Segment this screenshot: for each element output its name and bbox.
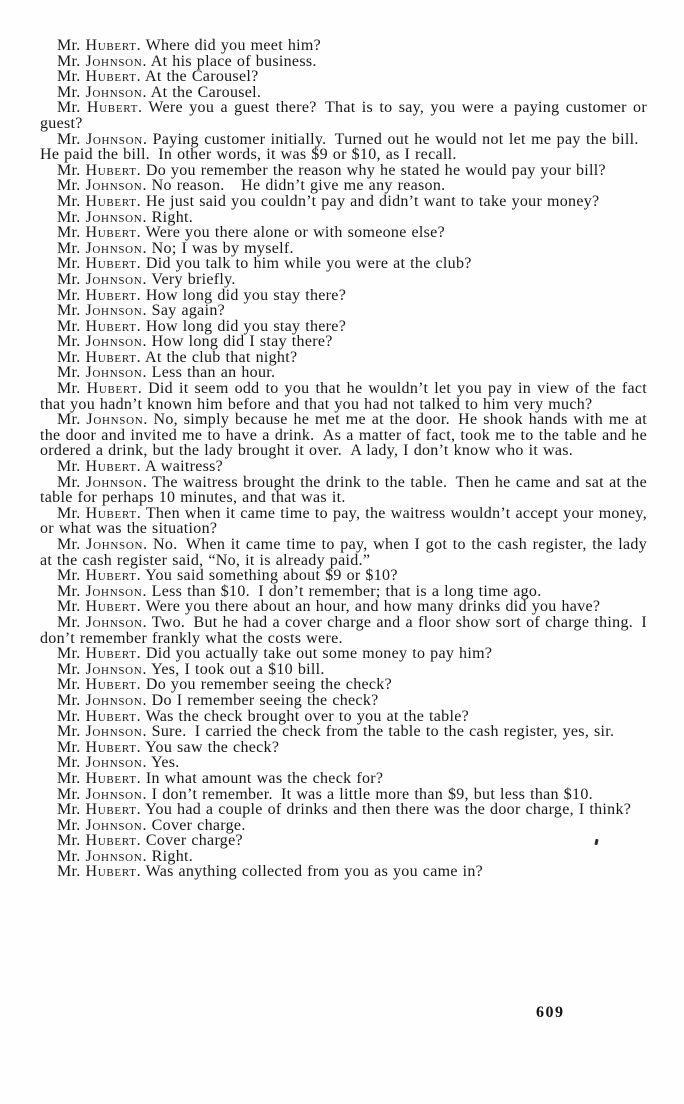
speaker-prefix: Mr. (57, 473, 81, 491)
dialogue-text: Were you there alone or with someone else? (145, 224, 445, 242)
speaker-surname: Johnson (85, 613, 143, 631)
dialogue-paragraph (40, 319, 647, 335)
speaker-surname: Hubert (85, 567, 137, 585)
speaker-surname: Hubert (85, 598, 137, 616)
dialogue-text: Less than $10. I don’t remember; that is a long time ago. (151, 582, 542, 600)
speaker-prefix: Mr. (57, 224, 81, 242)
dialogue-paragraph (40, 537, 647, 568)
dialogue-text: The waitress brought the drink to the table. Then he came and sat at the table for perhaps 10 minutes, and that was it. (40, 473, 647, 507)
dialogue-text: He just said you couldn’t pay and didn’t want to take your money? (145, 192, 600, 210)
speaker-surname: Hubert (85, 707, 137, 725)
speaker-prefix: Mr. (57, 816, 81, 834)
dialogue-text: Very briefly. (151, 270, 236, 288)
speaker-name: Mr. Johnson. (57, 364, 147, 382)
speaker-prefix: Mr. (57, 458, 81, 476)
dialogue-paragraph (40, 599, 647, 615)
speaker-surname: Hubert (85, 68, 137, 86)
dialogue-paragraph (40, 210, 647, 226)
dialogue-paragraph (40, 755, 647, 771)
dialogue-paragraph (40, 194, 647, 210)
speaker-surname: Hubert (85, 676, 137, 694)
dialogue-text: Say again? (151, 302, 226, 320)
dialogue-text: Then when it came time to pay, the waitress wouldn’t accept your money, or what was the situation? (40, 504, 647, 538)
speaker-surname: Johnson (85, 239, 143, 257)
speaker-name: Mr. Johnson. (57, 536, 148, 553)
speaker-prefix: Mr. (57, 691, 81, 709)
speaker-name: Mr. Hubert. (57, 224, 141, 242)
speaker-name: Mr. Hubert. (57, 567, 141, 585)
dialogue-text: Were you a guest there? That is to say, you were a paying customer or guest? (40, 99, 647, 132)
speaker-surname: Johnson (85, 785, 143, 803)
speaker-name: Mr. Hubert. (57, 676, 141, 694)
dialogue-paragraph (40, 381, 647, 412)
speaker-surname: Johnson (85, 177, 143, 195)
dialogue-paragraph (40, 802, 647, 818)
dialogue-text: You had a couple of drinks and then there was the door charge, I think? (145, 801, 632, 819)
speaker-surname: Hubert (85, 255, 137, 273)
dialogue-paragraph (40, 256, 647, 272)
speaker-name: Mr. Johnson. (57, 83, 147, 101)
speaker-prefix: Mr. (57, 504, 81, 522)
dialogue-text: Two. But he had a cover charge and a floor show sort of charge thing. I don’t remember frankly what the costs were. (40, 613, 647, 647)
speaker-prefix: Mr. (57, 208, 81, 226)
dialogue-paragraph (40, 709, 647, 725)
speaker-prefix: Mr. (57, 333, 81, 351)
speaker-prefix: Mr. (57, 847, 81, 865)
dialogue-paragraph (40, 334, 647, 350)
speaker-name: Mr. Hubert. (57, 769, 141, 787)
speaker-prefix: Mr. (57, 598, 81, 616)
speaker-name: Mr. Hubert. (57, 286, 141, 304)
speaker-name: Mr. Hubert. (57, 738, 141, 756)
dialogue-text: Where did you meet him? (145, 37, 322, 54)
speaker-prefix: Mr. (57, 769, 81, 787)
speaker-surname: Johnson (85, 83, 143, 101)
speaker-name: Mr. Hubert. (57, 458, 141, 476)
speaker-prefix: Mr. (57, 707, 81, 725)
speaker-surname: Hubert (85, 161, 137, 179)
page-number: 609 (536, 1004, 565, 1021)
dialogue-text: Yes, I took out a $10 bill. (151, 660, 325, 678)
dialogue-text: Do you remember seeing the check? (145, 676, 392, 694)
speaker-prefix: Mr. (57, 801, 81, 819)
dialogue-text: No, simply because he met me at the door. He shook hands with me at the door and invited me to have a drink. As a matter of fact, took me to the table and he ordered a drink, but the lady brought it over. A lady, I don’t know who it was. (40, 411, 647, 460)
speaker-prefix: Mr. (57, 582, 81, 600)
speaker-prefix: Mr. (57, 738, 81, 756)
dialogue-text: A waitress? (144, 458, 224, 476)
speaker-surname: Johnson (85, 364, 143, 382)
dialogue-text: Right. (151, 208, 194, 226)
speaker-name: Mr. Johnson. (57, 239, 147, 257)
dialogue-paragraph (40, 178, 647, 194)
dialogue-paragraph (40, 132, 647, 163)
dialogue-text: At the Carousel? (144, 68, 259, 86)
speaker-surname: Johnson (85, 333, 143, 351)
speaker-name: Mr. Hubert. (57, 255, 141, 273)
speaker-prefix: Mr. (57, 380, 81, 398)
dialogue-text: Were you there about an hour, and how many drinks did you have? (145, 598, 601, 616)
speaker-prefix: Mr. (57, 270, 81, 288)
speaker-surname: Hubert (85, 458, 137, 476)
speaker-surname: Johnson (85, 582, 143, 600)
speaker-surname: Hubert (85, 286, 137, 304)
speaker-prefix: Mr. (57, 832, 81, 850)
transcript-body (40, 38, 647, 880)
dialogue-text: Do I remember seeing the check? (151, 691, 379, 709)
speaker-prefix: Mr. (57, 239, 81, 257)
speaker-name: Mr. Johnson. (57, 754, 147, 772)
speaker-name: Mr. Johnson. (57, 660, 147, 678)
speaker-name: Mr. Hubert. (57, 192, 141, 210)
speaker-prefix: Mr. (57, 83, 81, 101)
speaker-name: Mr. Hubert. (57, 863, 141, 881)
speaker-prefix: Mr. (57, 255, 81, 273)
dialogue-text: No reason. He didn’t give me any reason. (151, 177, 446, 195)
speaker-surname: Johnson (86, 536, 144, 553)
dialogue-text: No; I was by myself. (151, 239, 294, 257)
dialogue-paragraph (40, 584, 647, 600)
dialogue-paragraph (40, 849, 647, 865)
speaker-surname: Hubert (85, 645, 137, 663)
dialogue-paragraph (40, 615, 647, 646)
speaker-prefix: Mr. (57, 536, 81, 553)
dialogue-paragraph (40, 646, 647, 662)
speaker-surname: Johnson (85, 723, 143, 741)
speaker-prefix: Mr. (57, 130, 81, 148)
speaker-surname: Hubert (85, 348, 137, 366)
dialogue-text: At the Carousel. (150, 83, 262, 101)
dialogue-text: At the club that night? (144, 348, 298, 366)
dialogue-paragraph (40, 225, 647, 241)
speaker-prefix: Mr. (57, 863, 81, 881)
speaker-name: Mr. Johnson. (57, 270, 147, 288)
speaker-name: Mr. Johnson. (57, 52, 147, 70)
dialogue-text: You saw the check? (145, 738, 280, 756)
speaker-surname: Hubert (85, 801, 137, 819)
dialogue-text: In what amount was the check for? (145, 769, 384, 787)
speaker-prefix: Mr. (57, 660, 81, 678)
speaker-name: Mr. Hubert. (57, 348, 141, 366)
dialogue-paragraph (40, 475, 647, 506)
speaker-name: Mr. Hubert. (57, 317, 141, 335)
speaker-name: Mr. Hubert. (57, 645, 141, 663)
dialogue-paragraph (40, 864, 647, 880)
speaker-surname: Johnson (85, 208, 143, 226)
speaker-surname: Hubert (85, 832, 137, 850)
dialogue-text: Was the check brought over to you at the table? (145, 707, 470, 725)
speaker-surname: Johnson (85, 847, 143, 865)
speaker-name: Mr. Johnson. (57, 130, 148, 148)
dialogue-text: Did you actually take out some money to pay him? (145, 645, 493, 663)
speaker-surname: Johnson (86, 411, 144, 429)
dialogue-text: At his place of business. (150, 52, 317, 70)
speaker-prefix: Mr. (57, 411, 81, 429)
speaker-surname: Johnson (85, 302, 143, 320)
speaker-prefix: Mr. (57, 645, 81, 663)
dialogue-paragraph (40, 740, 647, 756)
speaker-prefix: Mr. (57, 52, 81, 70)
speaker-name: Mr. Johnson. (57, 613, 147, 631)
dialogue-text: Cover charge? (145, 832, 243, 850)
speaker-prefix: Mr. (57, 68, 81, 86)
dialogue-paragraph (40, 272, 647, 288)
speaker-name: Mr. Hubert. (57, 598, 141, 616)
dialogue-text: Did you talk to him while you were at the club? (145, 255, 472, 273)
speaker-surname: Hubert (85, 317, 137, 335)
dialogue-paragraph (40, 100, 647, 131)
dialogue-text: How long did you stay there? (145, 317, 347, 335)
speaker-prefix: Mr. (57, 161, 81, 179)
dialogue-text: Paying customer initially. Turned out he would not let me pay the bill. He paid the bill. In other words, it was $9 or $10, as I recall. (40, 130, 647, 164)
dialogue-text: Right. (151, 847, 194, 865)
speaker-surname: Johnson (85, 754, 143, 772)
speaker-surname: Johnson (85, 473, 143, 491)
speaker-name: Mr. Johnson. (57, 847, 147, 865)
dialogue-paragraph (40, 412, 647, 459)
speaker-surname: Johnson (85, 691, 143, 709)
dialogue-paragraph (40, 818, 647, 834)
dialogue-text: Cover charge. (151, 816, 246, 834)
dialogue-text: Was anything collected from you as you came in? (145, 863, 484, 881)
dialogue-text: Did it seem odd to you that he wouldn’t let you pay in view of the fact that you hadn’t known him before and that you had not talked to him very much? (40, 380, 647, 413)
speaker-surname: Hubert (85, 738, 137, 756)
speaker-name: Mr. Hubert. (57, 99, 143, 117)
speaker-name: Mr. Hubert. (57, 161, 141, 179)
dialogue-text: Do you remember the reason why he stated he would pay your bill? (145, 161, 606, 179)
dialogue-paragraph (40, 506, 647, 537)
speaker-prefix: Mr. (57, 785, 81, 803)
speaker-name: Mr. Johnson. (57, 582, 147, 600)
dialogue-paragraph (40, 350, 647, 366)
speaker-prefix: Mr. (57, 723, 81, 741)
speaker-name: Mr. Johnson. (57, 723, 147, 741)
dialogue-paragraph (40, 724, 647, 740)
dialogue-paragraph (40, 69, 647, 85)
dialogue-paragraph (40, 787, 647, 803)
dialogue-text: No. When it came time to pay, when I got to the cash register, the lady at the cash register said, “No, it is already paid.” (40, 536, 647, 569)
speaker-prefix: Mr. (57, 676, 81, 694)
speaker-name: Mr. Johnson. (57, 302, 147, 320)
speaker-name: Mr. Hubert. (57, 801, 141, 819)
speaker-name: Mr. Hubert. (57, 504, 142, 522)
speaker-prefix: Mr. (57, 348, 81, 366)
dialogue-text: How long did I stay there? (151, 333, 333, 351)
dialogue-paragraph (40, 771, 647, 787)
dialogue-paragraph (40, 833, 647, 849)
speaker-prefix: Mr. (57, 192, 81, 210)
speaker-surname: Hubert (85, 504, 137, 522)
dialogue-paragraph (40, 365, 647, 381)
speaker-prefix: Mr. (57, 754, 81, 772)
dialogue-paragraph (40, 163, 647, 179)
speaker-name: Mr. Hubert. (57, 832, 141, 850)
speaker-prefix: Mr. (57, 99, 81, 117)
dialogue-paragraph (40, 38, 647, 54)
dialogue-text: Yes. (151, 754, 180, 772)
speaker-name: Mr. Johnson. (57, 816, 147, 834)
speaker-surname: Johnson (85, 816, 143, 834)
speaker-prefix: Mr. (57, 302, 81, 320)
speaker-surname: Hubert (86, 99, 139, 117)
dialogue-paragraph (40, 241, 647, 257)
speaker-name: Mr. Johnson. (57, 208, 147, 226)
dialogue-paragraph (40, 677, 647, 693)
speaker-prefix: Mr. (57, 613, 81, 631)
speaker-surname: Hubert (86, 380, 138, 398)
dialogue-paragraph (40, 459, 647, 475)
dialogue-text: Less than an hour. (151, 364, 276, 382)
dialogue-paragraph (40, 568, 647, 584)
speaker-surname: Hubert (85, 863, 137, 881)
dialogue-paragraph (40, 693, 647, 709)
speaker-surname: Johnson (85, 660, 143, 678)
speaker-name: Mr. Hubert. (57, 707, 141, 725)
speaker-name: Mr. Johnson. (57, 473, 148, 491)
dialogue-paragraph (40, 288, 647, 304)
speaker-surname: Hubert (85, 224, 137, 242)
speaker-prefix: Mr. (57, 317, 81, 335)
speaker-name: Mr. Johnson. (57, 785, 147, 803)
speaker-name: Mr. Johnson. (57, 333, 147, 351)
speaker-name: Mr. Johnson. (57, 177, 147, 195)
speaker-prefix: Mr. (57, 567, 81, 585)
speaker-prefix: Mr. (57, 364, 81, 382)
speaker-surname: Hubert (85, 192, 137, 210)
dialogue-text: How long did you stay there? (145, 286, 347, 304)
speaker-surname: Johnson (85, 270, 143, 288)
dialogue-text: I don’t remember. It was a little more than $9, but less than $10. (151, 785, 593, 803)
speaker-surname: Hubert (85, 37, 137, 54)
dialogue-paragraph (40, 662, 647, 678)
speaker-name: Mr. Hubert. (57, 68, 141, 86)
dialogue-text: Sure. I carried the check from the table to the cash register, yes, sir. (151, 723, 615, 741)
speaker-surname: Hubert (85, 769, 137, 787)
dialogue-paragraph (40, 54, 647, 70)
dialogue-paragraph (40, 303, 647, 319)
speaker-prefix: Mr. (57, 37, 81, 54)
speaker-surname: Johnson (85, 52, 143, 70)
speaker-prefix: Mr. (57, 286, 81, 304)
dialogue-text: You said something about $9 or $10? (145, 567, 398, 585)
speaker-surname: Johnson (85, 130, 143, 148)
dialogue-paragraph (40, 85, 647, 101)
speaker-name: Mr. Hubert. (57, 380, 143, 398)
speaker-name: Mr. Johnson. (57, 691, 147, 709)
speaker-name: Mr. Hubert. (57, 37, 141, 54)
speaker-name: Mr. Johnson. (57, 411, 148, 429)
speaker-prefix: Mr. (57, 177, 81, 195)
